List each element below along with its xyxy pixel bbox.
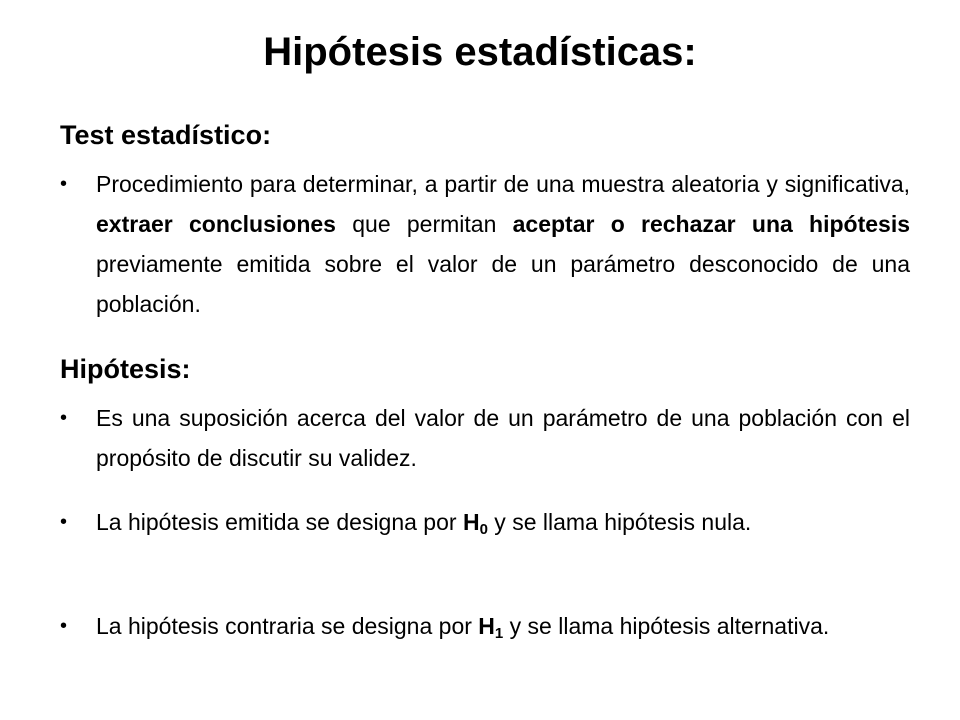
bullet-test-definition (60, 164, 910, 324)
section-heading-hipotesis: Hipótesis: (60, 354, 191, 384)
bullet-text (96, 164, 910, 324)
text-segment: La hipótesis emitida se designa por (96, 509, 463, 535)
symbol-subscript: 1 (494, 625, 504, 642)
text-segment: previamente emitida sobre el valor de un parámetro desconocido de una población. (96, 251, 910, 317)
bullet-marker: • (60, 173, 68, 195)
text-segment: La hipótesis contraria se designa por (96, 613, 479, 639)
bullet-text: Es una suposición acerca del valor de un parámetro de una población con el propósito de discutir su validez. (96, 405, 910, 471)
bold-text-segment: aceptar o rechazar una hipótesis (512, 211, 911, 237)
text-segment: y se llama hipótesis nula. (487, 509, 752, 535)
bullet-alternative-hypothesis (60, 606, 910, 646)
bullet-marker: • (60, 407, 68, 429)
symbol-letter: H (478, 613, 495, 639)
bullet-marker: • (60, 615, 68, 637)
text-segment: que permitan (335, 211, 513, 237)
bullet-text (96, 606, 910, 646)
text-segment: y se llama hipótesis alternativa. (503, 613, 830, 639)
slide-title: Hipótesis estadísticas: (263, 30, 697, 74)
hypothesis-symbol (478, 613, 504, 642)
hypothesis-symbol (462, 509, 488, 538)
bullet-hipotesis-definition (60, 398, 910, 478)
section-heading-test: Test estadístico: (60, 120, 272, 150)
bullet-null-hypothesis (60, 502, 910, 542)
text-segment: Procedimiento para determinar, a partir de una muestra aleatoria y significativa, (96, 171, 910, 197)
bold-text-segment: extraer conclusiones (96, 211, 336, 237)
symbol-letter: H (462, 509, 480, 535)
bullet-text (96, 502, 910, 542)
symbol-subscript: 0 (479, 521, 488, 538)
bullet-marker: • (60, 511, 68, 533)
